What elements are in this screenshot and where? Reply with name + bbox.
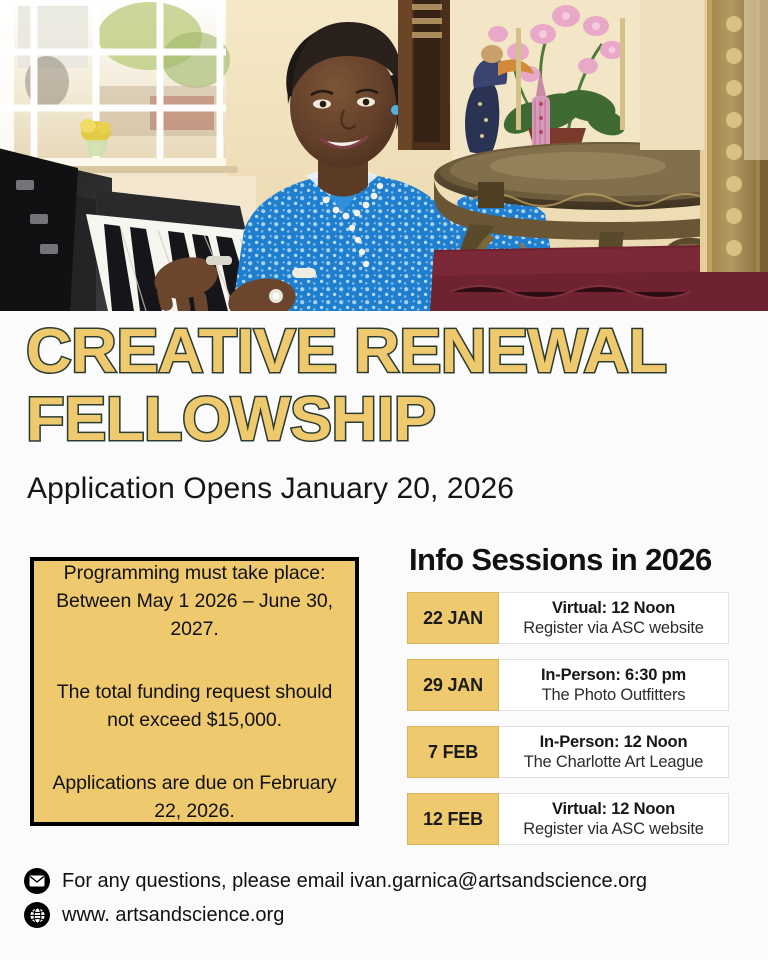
session-row[interactable] [407,726,729,778]
session-date-chip: 12 FEB [407,793,499,845]
info-sessions-heading: Info Sessions in 2026 [409,542,712,577]
session-place: The Photo Outfitters [541,685,686,704]
session-date-chip: 22 JAN [407,592,499,644]
photo-illustration [0,0,768,311]
session-title: In-Person: 6:30 pm [541,665,686,684]
title-line-1: CREATIVE RENEWAL [26,317,667,386]
session-row[interactable] [407,793,729,845]
footer-website-row[interactable] [24,898,647,932]
session-place: The Charlotte Art League [523,752,704,771]
email-text: For any questions, please email ivan.garnica@artsandscience.org [62,869,648,892]
envelope-icon [24,868,50,894]
session-place: Register via ASC website [523,618,704,637]
session-title: Virtual: 12 Noon [551,799,675,818]
session-date-chip: 7 FEB [407,726,499,778]
callout-paragraph-3: Applications are due on February 22, 2026. [52,771,337,822]
session-row[interactable] [407,592,729,644]
session-row[interactable] [407,659,729,711]
session-info [499,726,729,778]
title-line-2: FELLOWSHIP [26,385,436,454]
application-open-date: Application Opens January 20, 2026 [27,472,515,505]
footer-contact [24,864,647,932]
session-info [499,659,729,711]
website-text: www. artsandscience.org [62,903,285,926]
photo-pianist [0,0,768,311]
session-info [499,592,729,644]
session-info [499,793,729,845]
footer-email-row[interactable] [24,864,647,898]
session-place: Register via ASC website [523,819,704,838]
callout-paragraph-1: Programming must take place: Between May 1 2026 – June 30, 2027. [56,561,333,640]
page-title [26,317,726,454]
callout-paragraph-2: The total funding request should not exceed $15,000. [56,680,333,731]
session-title: In-Person: 12 Noon [539,732,688,751]
globe-icon [24,902,50,928]
session-date-chip: 29 JAN [407,659,499,711]
session-title: Virtual: 12 Noon [551,598,675,617]
program-details-callout [30,557,359,826]
info-sessions-list [407,592,729,860]
